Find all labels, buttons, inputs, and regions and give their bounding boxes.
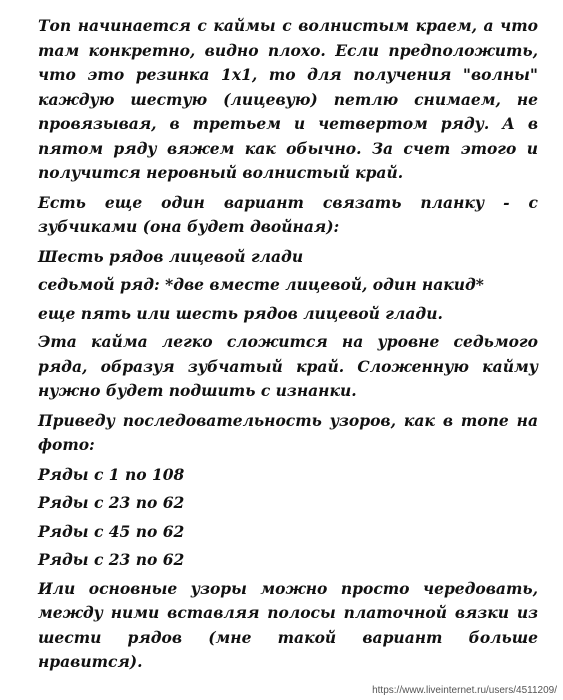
pattern-rows-2: Ряды с 23 по 62: [38, 493, 185, 512]
paragraph-alternative-band: Есть еще один вариант связать планку - с зубчиками (она будет двойная):: [38, 192, 538, 236]
source-url-watermark: https://www.liveinternet.ru/users/4511209/: [372, 685, 557, 696]
pattern-rows-4: Ряды с 23 по 62: [38, 550, 185, 569]
instruction-step-2: седьмой ряд: *две вместе лицевой, один накид*: [38, 275, 484, 294]
instruction-step-3: еще пять или шесть рядов лицевой глади.: [38, 303, 443, 323]
pattern-rows-1: Ряды с 1 по 108: [38, 464, 185, 484]
paragraph-wavy-edge: Топ начинается с каймы с волнистым краем, а что там конкретно, видно плохо. Если предположить, что это резинка 1х1, то для получения "волны" каждую шестую (лицевую) петлю снимаем, не провязывая, в третьем и четвертом ряду. А в пятом ряду вяжем как обычно. За счет этого и получится неровный волнистый край.: [38, 16, 538, 182]
paragraph-pattern-sequence: Приведу последовательность узоров, как в топе на фото:: [38, 410, 538, 454]
paragraph-fold-edge: Эта кайма легко сложится на уровне седьмого ряда, образуя зубчатый край. Сложенную кайму нужно будет подшить с изнанки.: [38, 332, 538, 400]
instruction-step-1: Шесть рядов лицевой глади: [38, 246, 304, 266]
pattern-rows-3: Ряды с 45 по 62: [38, 521, 185, 541]
document-body: [38, 14, 538, 675]
paragraph-alternate-patterns: Или основные узоры можно просто чередовать, между ними вставляя полосы платочной вязки из шести рядов (мне такой вариант больше нравится).: [38, 578, 538, 671]
